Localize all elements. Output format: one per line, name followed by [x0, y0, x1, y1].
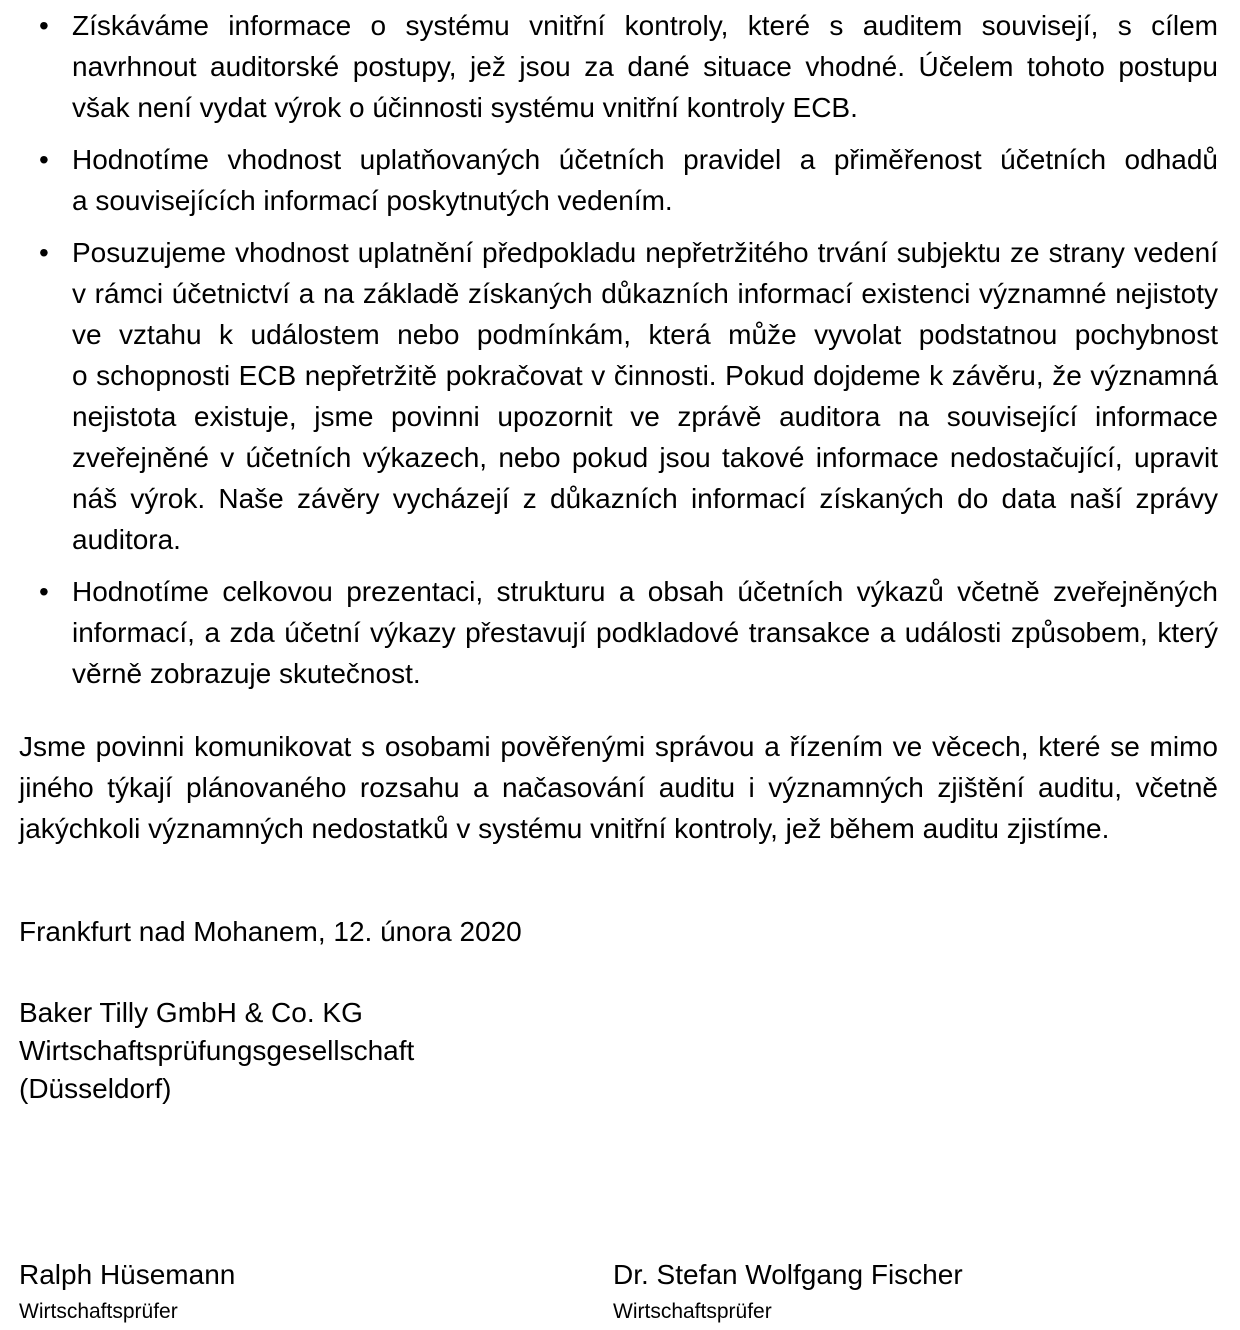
company-city: (Düsseldorf): [19, 1073, 172, 1104]
company-block: [19, 994, 1218, 1108]
signature-right: [613, 1254, 963, 1325]
bullet-text: Posuzujeme vhodnost uplatnění předpokladu nepřetržitého trvání subjektu ze strany vedení v rámci účetnictví a na základě získaných důkazních informací existenci významné nejistoty ve vztahu k událostem nebo podmínkám, která může vyvolat podstatnou pochybnost o schopnosti ECB nepřetržitě pokračovat v činnosti. Pokud dojdeme k závěru, že významná nejistota existuje, jsme povinni upozornit ve zprávě auditora na související informace zveřejněné v účetních výkazech, nebo pokud jsou takové informace nedostačující, upravit náš výrok. Naše závěry vycházejí z důkazních informací získaných do data naší zprávy auditora.: [72, 237, 1218, 555]
bullet-item-1: [19, 5, 1218, 128]
place-and-date: Frankfurt nad Mohanem, 12. února 2020: [19, 916, 522, 947]
bullet-text: Získáváme informace o systému vnitřní kontroly, které s auditem souvisejí, s cílem navrhnout auditorské postupy, jež jsou za dané situace vhodné. Účelem tohoto postupu však není vydat výrok o účinnosti systému vnitřní kontroly ECB.: [72, 10, 1218, 123]
bullet-icon: •: [39, 576, 49, 607]
bullet-item-2: [19, 139, 1218, 221]
signer-title: Wirtschaftsprüfer: [19, 1300, 178, 1323]
bullet-item-4: [19, 571, 1218, 694]
signer-title: Wirtschaftsprüfer: [613, 1300, 772, 1323]
company-type: Wirtschaftsprüfungsgesellschaft: [19, 1035, 415, 1066]
bullet-icon: •: [39, 144, 49, 175]
bullet-text: Hodnotíme vhodnost uplatňovaných účetních pravidel a přiměřenost účetních odhadů a souvisejících informací poskytnutých vedením.: [72, 144, 1218, 216]
signature-block: [19, 1254, 1218, 1325]
bullet-icon: •: [39, 10, 49, 41]
bullet-icon: •: [39, 237, 49, 268]
bullet-item-3: [19, 232, 1218, 560]
signer-name: Ralph Hüsemann: [19, 1259, 236, 1290]
bullet-list: [19, 5, 1218, 694]
bullet-text: Hodnotíme celkovou prezentaci, strukturu a obsah účetních výkazů včetně zveřejněných informací, a zda účetní výkazy přestavují podkladové transakce a události způsobem, který věrně zobrazuje skutečnost.: [72, 576, 1218, 689]
communication-paragraph: Jsme povinni komunikovat s osobami pověřenými správou a řízením ve věcech, které se mimo jiného týkají plánovaného rozsahu a načasování auditu i významných zjištění auditu, včetně jakýchkoli významných nedostatků v systému vnitřní kontroly, jež během auditu zjistíme.: [19, 731, 1218, 844]
signature-left: [19, 1254, 613, 1325]
company-name: Baker Tilly GmbH & Co. KG: [19, 997, 363, 1028]
signer-name: Dr. Stefan Wolfgang Fischer: [613, 1259, 963, 1290]
